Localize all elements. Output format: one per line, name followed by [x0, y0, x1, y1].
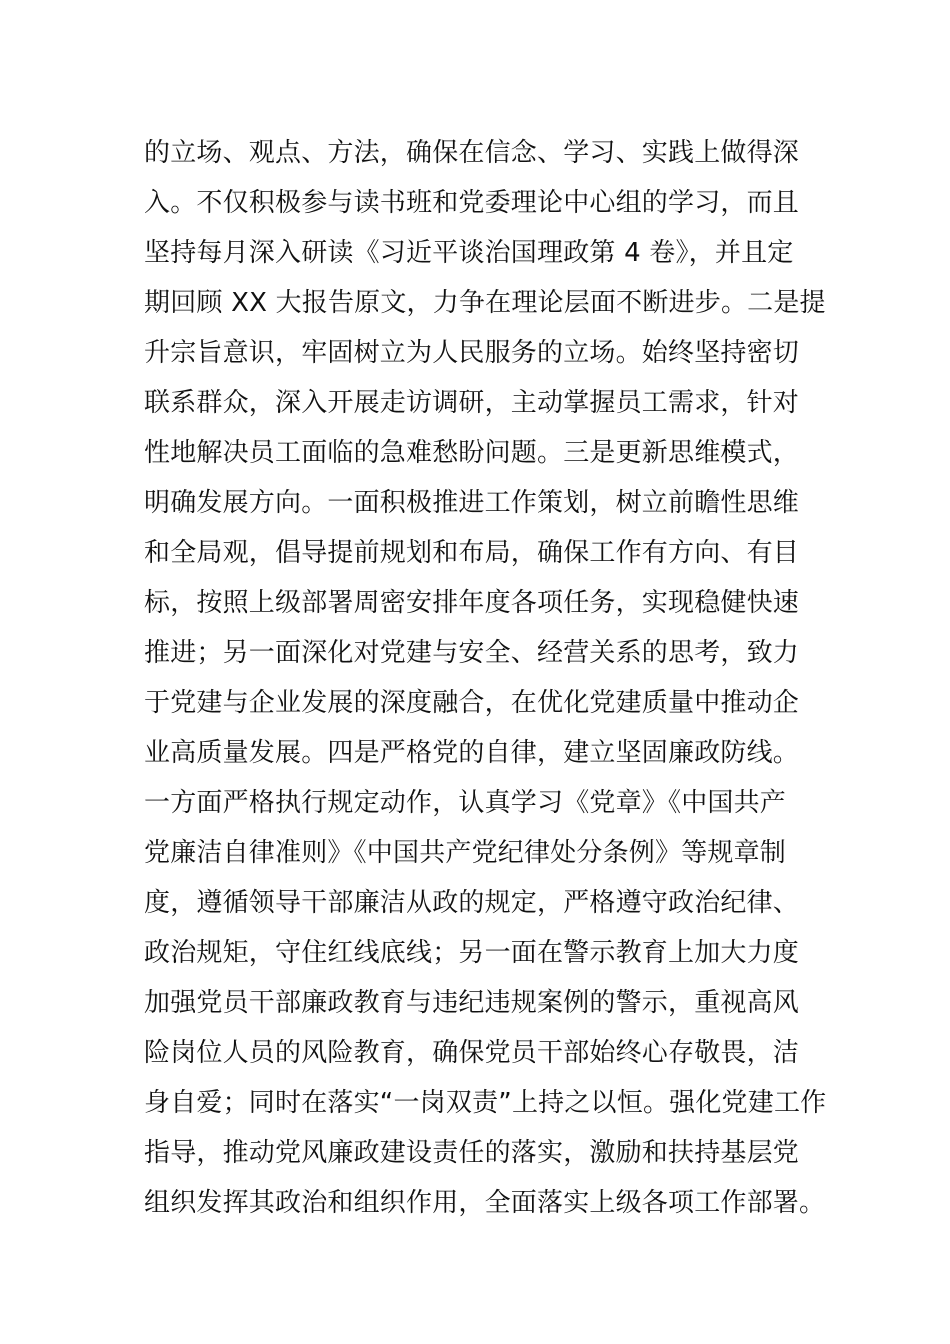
- text-line-10: 标，按照上级部署周密安排年度各项任务，实现稳健快速: [144, 588, 800, 618]
- text-line-8: 明确发展方向。一面积极推进工作策划，树立前瞻性思维: [144, 488, 800, 518]
- text-line-11: 推进；另一面深化对党建与安全、经营关系的思考，致力: [144, 638, 800, 668]
- text-line-20: 身自爱；同时在落实“一岗双责”上持之以恒。强化党建工作: [144, 1088, 827, 1118]
- text-line-18: 加强党员干部廉政教育与违纪违规案例的警示，重视高风: [144, 988, 800, 1018]
- text-line-6: 联系群众，深入开展走访调研，主动掌握员工需求，针对: [144, 388, 800, 418]
- text-line-12: 于党建与企业发展的深度融合，在优化党建质量中推动企: [144, 688, 800, 718]
- text-line-19: 险岗位人员的风险教育，确保党员干部始终心存敬畏，洁: [144, 1038, 800, 1068]
- text-line-2: 入。不仅积极参与读书班和党委理论中心组的学习，而且: [144, 188, 800, 218]
- text-line-7: 性地解决员工面临的急难愁盼问题。三是更新思维模式，: [144, 438, 800, 468]
- text-line-17: 政治规矩，守住红线底线；另一面在警示教育上加大力度: [144, 938, 800, 968]
- text-line-15: 党廉洁自律准则》《中国共产党纪律处分条例》等规章制: [144, 838, 787, 868]
- text-line-4: 期回顾 XX 大报告原文，力争在理论层面不断进步。二是提: [144, 288, 826, 318]
- text-line-3: 坚持每月深入研读《习近平谈治国理政第 4 卷》，并且定: [144, 238, 794, 268]
- text-line-22: 组织发挥其政治和组织作用，全面落实上级各项工作部署。: [144, 1188, 826, 1218]
- text-line-9: 和全局观，倡导提前规划和布局，确保工作有方向、有目: [144, 538, 800, 568]
- text-line-16: 度，遵循领导干部廉洁从政的规定，严格遵守政治纪律、: [144, 888, 800, 918]
- body-text: [144, 128, 827, 1228]
- text-line-14: 一方面严格执行规定动作，认真学习《党章》《中国共产: [144, 788, 787, 818]
- text-line-5: 升宗旨意识，牢固树立为人民服务的立场。始终坚持密切: [144, 338, 800, 368]
- text-line-13: 业高质量发展。四是严格党的自律，建立坚固廉政防线。: [144, 738, 800, 768]
- text-line-21: 指导，推动党风廉政建设责任的落实，激励和扶持基层党: [144, 1138, 800, 1168]
- text-line-1: 的立场、观点、方法，确保在信念、学习、实践上做得深: [144, 138, 800, 168]
